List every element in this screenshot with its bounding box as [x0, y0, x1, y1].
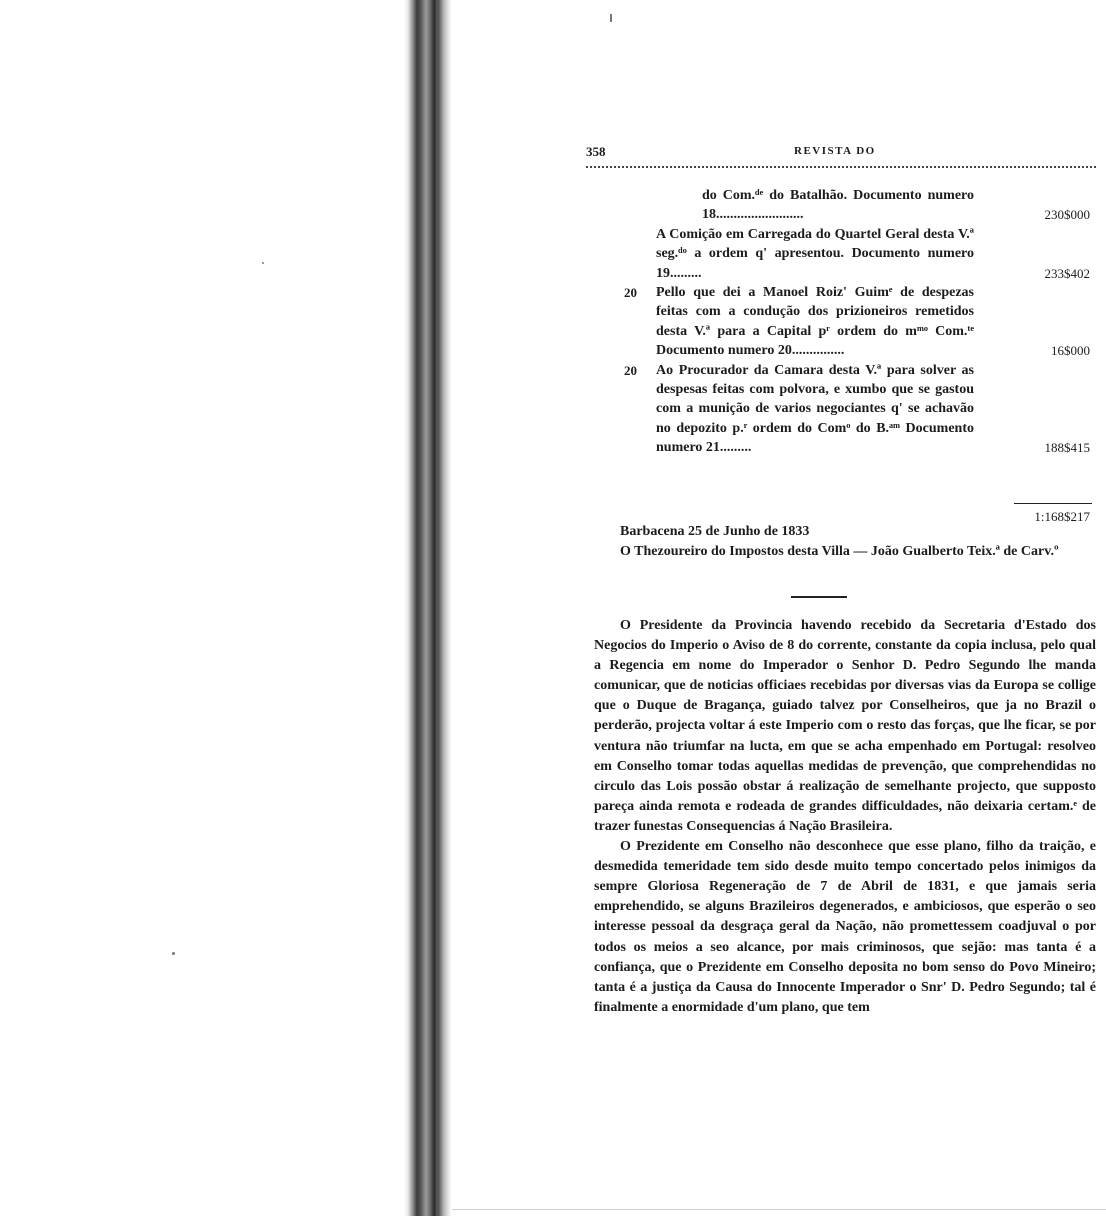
page-bottom-edge: [452, 1209, 1106, 1210]
body-text: [594, 616, 1096, 1018]
ledger-total: 1:168$217: [1034, 509, 1090, 524]
section-separator: [791, 596, 847, 598]
scan-speck: [610, 14, 612, 22]
ledger-entry: [586, 225, 1096, 283]
paragraph: O Prezidente em Conselho não desconhece que esse plano, filho da traição, e desmedida temeridade tem sido desde muito tempo concertado pelos inimigos da sempre Gloriosa Regeneração de 7 de Abril de 1831, e que jamais seria emprehendido, se alguns Brazileiros degenerados, e ambiciosos, que esperão o seo interesse pessoal da desgraça geral da Nação, não promettessem coadjuval o por todos os meios a seo alcance, por mais criminosos, que sejão: mas tanta é a confiança, que o Prezidente em Conselho deposita no bom senso do Povo Mineiro; tanta é a justiça da Causa do Innocente Imperador o Snr' D. Pedro Segundo; tal é finalmente a enormidade d'um plano, que tem: [594, 839, 1096, 1015]
total-rule: [1014, 503, 1092, 504]
entry-amount: 16$000: [1051, 343, 1090, 359]
ledger-entry: [586, 361, 1096, 458]
entry-description: A Comição em Carregada do Quartel Geral desta V.ª seg.ᵈᵒ a ordem q' apresentou. Documento numero 19.........: [656, 226, 974, 281]
page-header: [586, 144, 1096, 166]
ledger-table: [586, 186, 1096, 524]
entry-description: Ao Procurador da Camara desta V.ª para solver as despesas feitas com polvora, e xumbo que se gastou com a munição de varios negociantes q' se achavão no depozito p.ʳ ordem do Comᵒ do B.ᵃᵐ Documento numero 21.........: [656, 362, 974, 456]
running-title: REVISTA DO: [794, 145, 876, 157]
header-rule: [586, 166, 1096, 168]
signature-block: [590, 522, 1096, 562]
entry-description: do Com.ᵈᵉ do Batalhão. Documento numero 18.........................: [702, 188, 974, 223]
entry-day: 20: [624, 285, 637, 301]
entry-amount: 230$000: [1044, 207, 1090, 223]
entry-description: Pello que dei a Manoel Roiz' Guimᵉ de despezas feitas com a condução dos prizioneiros remetidos desta V.ª para a Capital pʳ ordem do mᵐᵒ Com.ᵗᵉ Documento numero 20...............: [656, 285, 974, 359]
entry-amount: 233$402: [1044, 265, 1090, 281]
entry-amount: 188$415: [1044, 440, 1090, 456]
signatory: O Thezoureiro do Impostos desta Villa — João Gualberto Teix.ª de Carv.º: [620, 544, 1059, 559]
entry-day: 20: [624, 362, 637, 378]
book-gutter-shadow: [404, 0, 452, 1216]
page-number: 358: [586, 144, 606, 159]
ledger-entry: [586, 186, 1096, 225]
place-date: Barbacena 25 de Junho de 1833: [620, 524, 810, 539]
ledger-entry: [586, 283, 1096, 361]
scan-speck: [172, 952, 175, 955]
scan-speck: [262, 262, 264, 264]
paragraph: O Presidente da Provincia havendo recebido da Secretaria d'Estado dos Negocios do Imperio o Aviso de 8 do corrente, constante da copia inclusa, pelo qual a Regencia em nome do Imperador o Senhor D. Pedro Segundo lhe manda comunicar, que de noticias officiaes recebidas por diversas vias da Europa se collige que o Duque de Bragança, guiado talvez por Conselheiros, que ja no Brazil o perderão, projecta voltar á este Imperio com o resto das forças, que lhe ficar, se por ventura não triumfar na lucta, em que se acha empenhado em Portugal: resolveo em Conselho tomar todas aquellas medidas de prevenção, que comprehendidas no circulo das Lois possão obstar á realização de semelhante projecto, que supposto pareça ainda remota e rodeada de grandes difficuldades, não deixaria certam.ᵉ de trazer funestas Consequencias á Nação Brasileira.: [594, 618, 1096, 834]
book-gutter-line: [436, 0, 439, 1216]
